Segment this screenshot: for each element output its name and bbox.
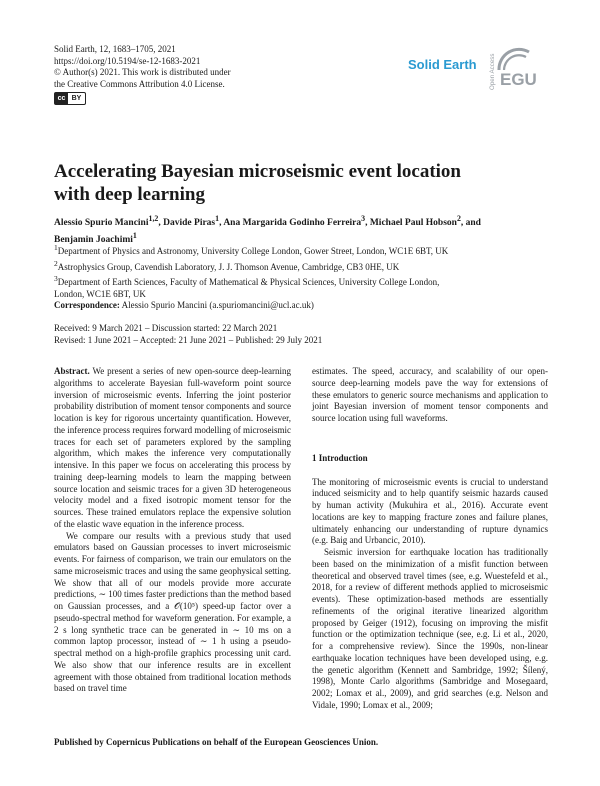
dates-received: Received: 9 March 2021 – Discussion started: 22 March 2021 (54, 323, 278, 333)
abstract-paragraph-3: estimates. The speed, accuracy, and scalability of our open-source deep-learning models pave the way for extensions of these emulators to generic source mechanisms and application to joint Bayesian inversion of moment tensor components and source location using full waveforms. (312, 366, 548, 423)
journal-name: Solid Earth (408, 57, 477, 72)
affiliation-ref: 3 (361, 214, 366, 223)
correspondence-label: Correspondence: (54, 300, 120, 310)
author-name: Davide Piras (163, 218, 216, 229)
cc-by-license-badge[interactable] (54, 92, 86, 105)
affiliation-3-cont: London, WC1E 6BT, UK (54, 288, 146, 299)
publication-dates (54, 323, 322, 346)
affiliation-ref: 1 (132, 230, 137, 240)
author-name: Michael Paul Hobson (369, 218, 457, 229)
egu-logo (495, 44, 547, 92)
affiliation-ref: 1,2 (148, 214, 159, 223)
author-list: Alessio Spurio Mancini$^{1,2}$, Davide Piras$^1$, Ana Margarida Godinho Ferreira$^3$, Michael Paul Hobson$^2$, and Benjamin Joachimi$^1$ (54, 214, 481, 245)
article-title (54, 160, 524, 206)
affiliation-ref: 2 (456, 214, 461, 223)
affiliation-1: $^1$Department of Physics and Astronomy, University College London, Gower Street, London, WC1E 6BT, UK (54, 243, 449, 256)
author-name: Benjamin Joachimi (54, 234, 133, 245)
title-line-2: with deep learning (54, 184, 205, 205)
license-line: the Creative Commons Attribution 4.0 License. (54, 78, 225, 89)
open-access-text: Open Access (489, 53, 496, 90)
author-name: Alessio Spurio Mancini (54, 218, 149, 229)
copyright-line: © Author(s) 2021. This work is distributed under (54, 67, 231, 78)
title-line-1: Accelerating Bayesian microseismic event location (54, 161, 461, 182)
abstract-label: Abstract. (54, 366, 90, 376)
by-icon: BY (71, 95, 82, 103)
left-column (54, 366, 291, 695)
correspondence (54, 300, 314, 310)
egu-logo-text: EGU (500, 70, 537, 89)
journal-citation: Solid Earth, 12, 1683–1705, 2021 (54, 44, 176, 54)
abstract-paragraph-1: Abstract. We present a series of new open-source deep-learning algorithms to accelerate Bayesian full-waveform point source inversion of microseismic events. Inferring the joint posterior probability distribution of moment tensor components and source location is key for rigorous uncertainty quantification. However, the inference process requires forward modelling of microseismic traces for each set of parameters explored by the sampling algorithm, which makes the inference very computationally intensive. In this paper we focus on accelerating this process by training deep-learning models to learn the mapping between source location and seismic traces for a given 3D heterogeneous velocity model and a fixed isotropic moment tensor for the sources. These trained emulators replace the expensive solution of the elastic wave equation in the inference process. (54, 366, 291, 529)
section-heading-introduction: 1 Introduction (312, 452, 368, 463)
abstract-paragraph-2: We compare our results with a previous study that used emulators based on Gaussian processes to invert microseismic events. For fairness of comparison, we train our emulators on the same microseismic traces and using the same geophysical setting. We show that all of our models provide more accurate predictions, ∼ 100 times faster predictions than the method based on Gaussian processes, and a 𝒪(10⁵) speed-up factor over a pseudo-spectral method for waveform generation. For example, a 2 s long synthetic trace can be generated in ∼ 10 ms on a common laptop processor, instead of ∼ 1 h using a pseudo-spectral method on a high-profile graphics processing unit card. We also show that our inference results are in excellent agreement with those obtained from traditional location methods based on travel time (54, 530, 291, 694)
intro-paragraph-2: Seismic inversion for earthquake location has traditionally been based on the minimization of a misfit function between theoretical and observed travel times (see, e.g. Wuestefeld et al., 2018, for a review of different methods applied to microseismic events). These optimization-based methods are essentially refinements of the original iterative linearized algorithm proposed by Geiger (1912), focusing on improving the misfit function or the optimization technique (see, e.g. Li et al., 2020, for a comprehensive review). Since the 1990s, non-linear earthquake location techniques have been developed using, e.g. the genetic algorithm (Kennett and Sambridge, 1992; Šílený, 1998), Monte Carlo algorithms (Sambridge and Mosegaard, 2002; Lomax et al., 2009), and grid searches (e.g. Nelson and Vidale, 1990; Lomax et al., 2009; (312, 547, 548, 710)
intro-paragraph-1: The monitoring of microseismic events is crucial to understand induced seismicity and to help quantify seismic hazards caused by human activity (Mukuhira et al., 2016). Accurate event locations are key to mapping fracture zones and failure planes, ultimately enhancing our understanding of rupture dynamics (e.g. Baig and Urbancic, 2010). (312, 476, 548, 546)
correspondence-email[interactable]: Alessio Spurio Mancini (a.spuriomancini@ucl.ac.uk) (121, 300, 314, 310)
author-name: Ana Margarida Godinho Ferreira (223, 218, 362, 229)
cc-icon: cc (55, 93, 68, 104)
affiliations (54, 242, 549, 300)
right-column (312, 366, 548, 712)
affiliation-3: $^3$Department of Earth Sciences, Faculty of Mathematical & Physical Sciences, University College London, (54, 274, 440, 288)
author-conjunction: and (465, 218, 481, 229)
affiliation-2: $^2$Astrophysics Group, Cavendish Laboratory, J. J. Thomson Avenue, Cambridge, CB3 0HE, UK (54, 258, 400, 272)
citation-block (54, 44, 231, 105)
affiliation-ref: 1 (215, 214, 220, 223)
dates-published: Revised: 1 June 2021 – Accepted: 21 June 2021 – Published: 29 July 2021 (54, 334, 323, 345)
publisher-footer: Published by Copernicus Publications on behalf of the European Geosciences Union. (54, 737, 379, 747)
doi-link[interactable]: https://doi.org/10.5194/se-12-1683-2021 (54, 55, 201, 66)
